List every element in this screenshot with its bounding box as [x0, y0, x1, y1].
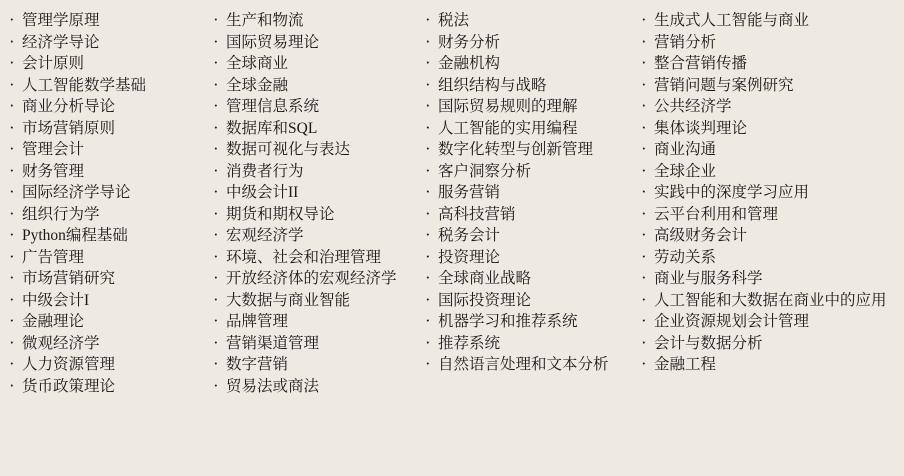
- list-item: · 自然语言处理和文本分析: [422, 354, 634, 376]
- list-item: · 宏观经济学: [210, 225, 418, 247]
- list-item: · 财务管理: [6, 161, 206, 183]
- list-item: · 中级会计II: [210, 182, 418, 204]
- list-item: · 财务分析: [422, 32, 634, 54]
- course-column-3: [420, 10, 636, 476]
- list-item: · 人工智能数学基础: [6, 75, 206, 97]
- list-item: · 商业沟通: [638, 139, 904, 161]
- course-list-column-1: [6, 10, 206, 397]
- list-item: · 中级会计I: [6, 290, 206, 312]
- list-item: · 营销问题与案例研究: [638, 75, 904, 97]
- list-item: · 公共经济学: [638, 96, 904, 118]
- list-item: · Python编程基础: [6, 225, 206, 247]
- list-item: · 国际投资理论: [422, 290, 634, 312]
- list-item: · 管理信息系统: [210, 96, 418, 118]
- list-item: · 国际经济学导论: [6, 182, 206, 204]
- list-item: · 数字化转型与创新管理: [422, 139, 634, 161]
- list-item: · 大数据与商业智能: [210, 290, 418, 312]
- list-item: · 营销分析: [638, 32, 904, 54]
- list-item: · 会计原则: [6, 53, 206, 75]
- list-item: · 商业与服务科学: [638, 268, 904, 290]
- list-item: · 消费者行为: [210, 161, 418, 183]
- list-item: · 税务会计: [422, 225, 634, 247]
- list-item: · 管理学原理: [6, 10, 206, 32]
- list-item: · 环境、社会和治理管理: [210, 247, 418, 269]
- list-item: · 全球商业: [210, 53, 418, 75]
- list-item: · 金融工程: [638, 354, 904, 376]
- list-item: · 国际贸易规则的理解: [422, 96, 634, 118]
- list-item: · 高科技营销: [422, 204, 634, 226]
- list-item: · 货币政策理论: [6, 376, 206, 398]
- list-item: · 投资理论: [422, 247, 634, 269]
- list-item: · 全球金融: [210, 75, 418, 97]
- list-item: · 微观经济学: [6, 333, 206, 355]
- list-item: · 整合营销传播: [638, 53, 904, 75]
- list-item: · 市场营销研究: [6, 268, 206, 290]
- list-item: · 推荐系统: [422, 333, 634, 355]
- list-item: · 品牌管理: [210, 311, 418, 333]
- list-item: · 生产和物流: [210, 10, 418, 32]
- list-item: · 开放经济体的宏观经济学: [210, 268, 418, 290]
- list-item: · 全球商业战略: [422, 268, 634, 290]
- list-item: · 组织结构与战略: [422, 75, 634, 97]
- list-item: · 会计与数据分析: [638, 333, 904, 355]
- course-list-column-3: [422, 10, 634, 376]
- list-item: · 云平台利用和管理: [638, 204, 904, 226]
- list-item: · 数字营销: [210, 354, 418, 376]
- list-item: · 经济学导论: [6, 32, 206, 54]
- course-column-2: [208, 10, 420, 476]
- list-item: · 数据可视化与表达: [210, 139, 418, 161]
- list-item: · 全球企业: [638, 161, 904, 183]
- list-item: · 组织行为学: [6, 204, 206, 226]
- list-item: · 人工智能的实用编程: [422, 118, 634, 140]
- list-item: · 管理会计: [6, 139, 206, 161]
- course-list-column-4: [638, 10, 904, 376]
- list-item: · 商业分析导论: [6, 96, 206, 118]
- list-item: · 期货和期权导论: [210, 204, 418, 226]
- list-item: · 人力资源管理: [6, 354, 206, 376]
- course-column-4: [636, 10, 904, 476]
- list-item: · 市场营销原则: [6, 118, 206, 140]
- list-item: · 贸易法或商法: [210, 376, 418, 398]
- list-item: · 服务营销: [422, 182, 634, 204]
- list-item: · 广告管理: [6, 247, 206, 269]
- list-item: · 客户洞察分析: [422, 161, 634, 183]
- list-item: · 高级财务会计: [638, 225, 904, 247]
- list-item: · 金融理论: [6, 311, 206, 333]
- list-item: · 数据库和SQL: [210, 118, 418, 140]
- list-item: · 劳动关系: [638, 247, 904, 269]
- course-column-1: [4, 10, 208, 476]
- course-list-column-2: [210, 10, 418, 397]
- list-item: · 国际贸易理论: [210, 32, 418, 54]
- list-item: · 生成式人工智能与商业: [638, 10, 904, 32]
- list-item: · 税法: [422, 10, 634, 32]
- list-item: · 实践中的深度学习应用: [638, 182, 904, 204]
- list-item: · 企业资源规划会计管理: [638, 311, 904, 333]
- list-item: · 集体谈判理论: [638, 118, 904, 140]
- list-item: · 金融机构: [422, 53, 634, 75]
- list-item: · 人工智能和大数据在商业中的应用: [638, 290, 904, 312]
- list-item: · 营销渠道管理: [210, 333, 418, 355]
- list-item: · 机器学习和推荐系统: [422, 311, 634, 333]
